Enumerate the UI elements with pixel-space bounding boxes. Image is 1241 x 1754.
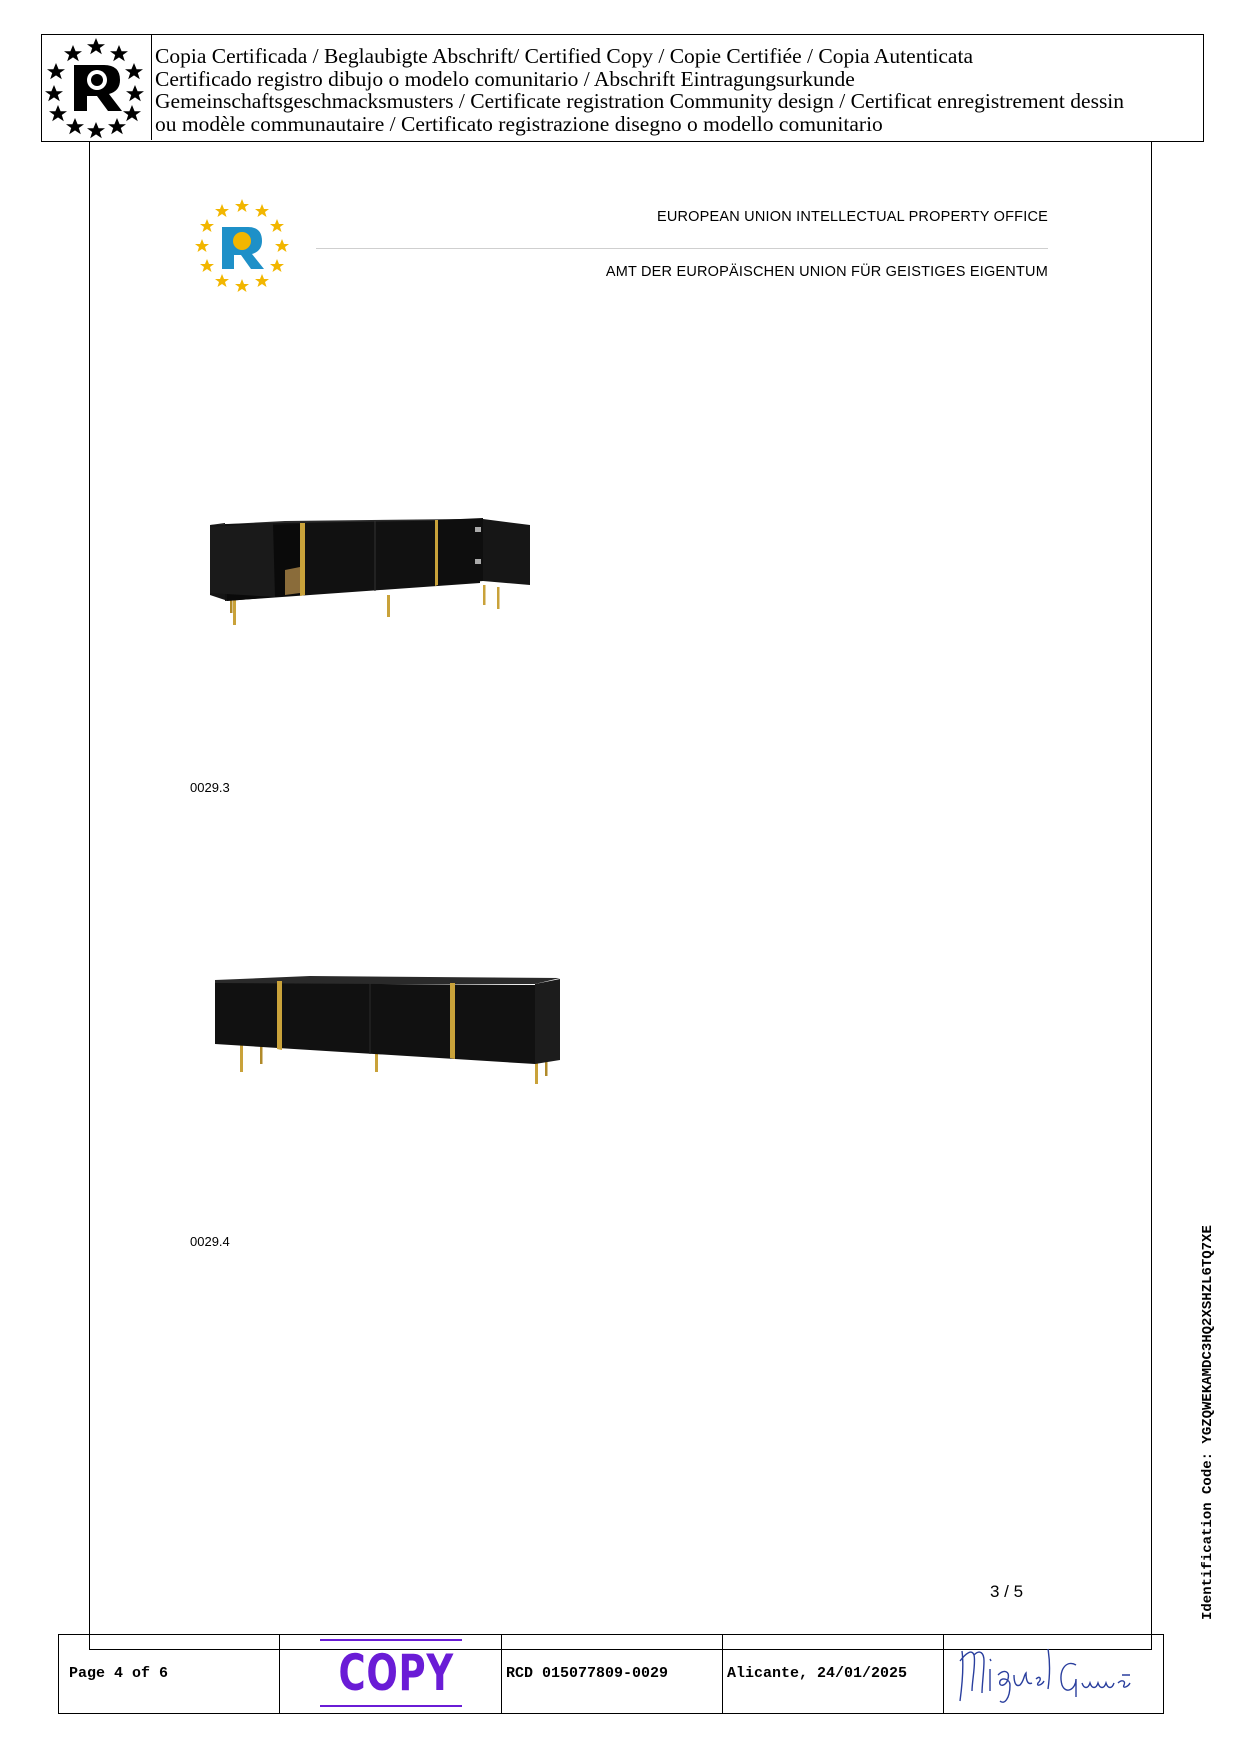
euipo-logo-icon xyxy=(192,197,292,297)
cert-star xyxy=(123,105,141,121)
stamp-line-bottom xyxy=(320,1705,462,1707)
logo-star xyxy=(215,274,229,287)
tv-cabinet-closed-image xyxy=(210,972,580,1102)
document-frame xyxy=(89,142,1152,1650)
logo-star xyxy=(195,239,209,252)
page-number: 3 / 5 xyxy=(990,1582,1024,1601)
identification-code: Identification Code: YGZQWEKAMDC3HQ2XSHZL6TQ7XE xyxy=(1200,1225,1216,1620)
office-divider xyxy=(316,248,1048,249)
cert-star xyxy=(49,105,67,121)
footer-place-date: Alicante, 24/01/2025 xyxy=(727,1665,908,1682)
signature-image xyxy=(954,1641,1144,1707)
cabinet-door-open xyxy=(483,519,530,585)
logo-sun xyxy=(233,232,251,250)
footer-signature-cell xyxy=(944,1635,1163,1713)
office-name-de: AMT DER EUROPÄISCHEN UNION FÜR GEISTIGES EIGENTUM xyxy=(605,264,1048,280)
office-name-en: EUROPEAN UNION INTELLECTUAL PROPERTY OFFICE xyxy=(656,209,1048,225)
cert-r-dot xyxy=(91,74,103,86)
cert-star xyxy=(108,118,126,134)
footer-page: Page 4 of 6 xyxy=(69,1665,169,1682)
certification-text xyxy=(155,45,1200,135)
logo-star xyxy=(275,239,289,252)
footer-date-cell xyxy=(723,1635,944,1713)
cert-star xyxy=(45,85,63,101)
cabinet-hinge xyxy=(475,527,481,532)
registered-r-star-ring-icon xyxy=(42,35,150,139)
tv-cabinet-open-image xyxy=(205,515,575,630)
logo-star xyxy=(255,274,269,287)
cabinet-leg xyxy=(483,585,486,605)
logo-star xyxy=(235,199,249,212)
gold-stripe xyxy=(300,523,305,596)
footer-stamp-cell xyxy=(280,1635,502,1713)
view-label: 0029.3 xyxy=(190,780,230,795)
footer-rcd-cell xyxy=(502,1635,723,1713)
cert-star xyxy=(126,85,144,101)
cert-star xyxy=(110,45,128,61)
stamp-line-top xyxy=(320,1639,462,1641)
logo-star xyxy=(270,219,284,232)
footer-rcd: RCD 015077809-0029 xyxy=(506,1665,669,1682)
cert-line: Copia Certificada / Beglaubigte Abschrift/ Certified Copy / Copie Certifiée / Copia Autenticata xyxy=(155,44,973,68)
cert-star xyxy=(87,38,105,54)
logo-star xyxy=(200,219,214,232)
cert-line: Certificado registro dibujo o modelo comunitario / Abschrift Eintragungsurkunde xyxy=(155,66,855,91)
cert-star xyxy=(125,63,143,79)
logo-star xyxy=(235,279,249,292)
cabinet-door-open xyxy=(210,523,275,597)
cert-line: ou modèle communautaire / Certificato registrazione disegno o modello comunitario xyxy=(155,111,883,136)
gold-stripe xyxy=(277,981,282,1050)
cert-star xyxy=(66,118,84,134)
cert-star xyxy=(87,122,105,138)
logo-star xyxy=(200,259,214,272)
footer-page-cell xyxy=(59,1635,280,1713)
cert-star xyxy=(64,45,82,61)
footer xyxy=(58,1634,1164,1714)
cert-logo-box xyxy=(42,35,152,140)
cabinet-leg xyxy=(387,595,390,617)
logo-star xyxy=(255,204,269,217)
copy-stamp xyxy=(320,1639,462,1709)
cabinet-leg xyxy=(240,1042,243,1072)
logo-star xyxy=(215,204,229,217)
certification-header xyxy=(41,34,1204,142)
cabinet-side xyxy=(535,979,560,1064)
copy-stamp-text: COPY xyxy=(338,1644,454,1702)
cert-line: Gemeinschaftsgeschmacksmusters / Certificate registration Community design / Certificat enregistrement dessin xyxy=(155,89,1125,113)
logo-star xyxy=(270,259,284,272)
cabinet-body xyxy=(215,983,535,1064)
cabinet-leg xyxy=(497,587,500,609)
cabinet-top xyxy=(215,976,560,984)
gold-stripe xyxy=(435,520,438,586)
view-label: 0029.4 xyxy=(190,1234,230,1249)
gold-stripe xyxy=(450,983,455,1059)
cabinet-shelf xyxy=(285,567,300,595)
cabinet-hinge xyxy=(475,559,481,564)
cert-star xyxy=(47,63,65,79)
